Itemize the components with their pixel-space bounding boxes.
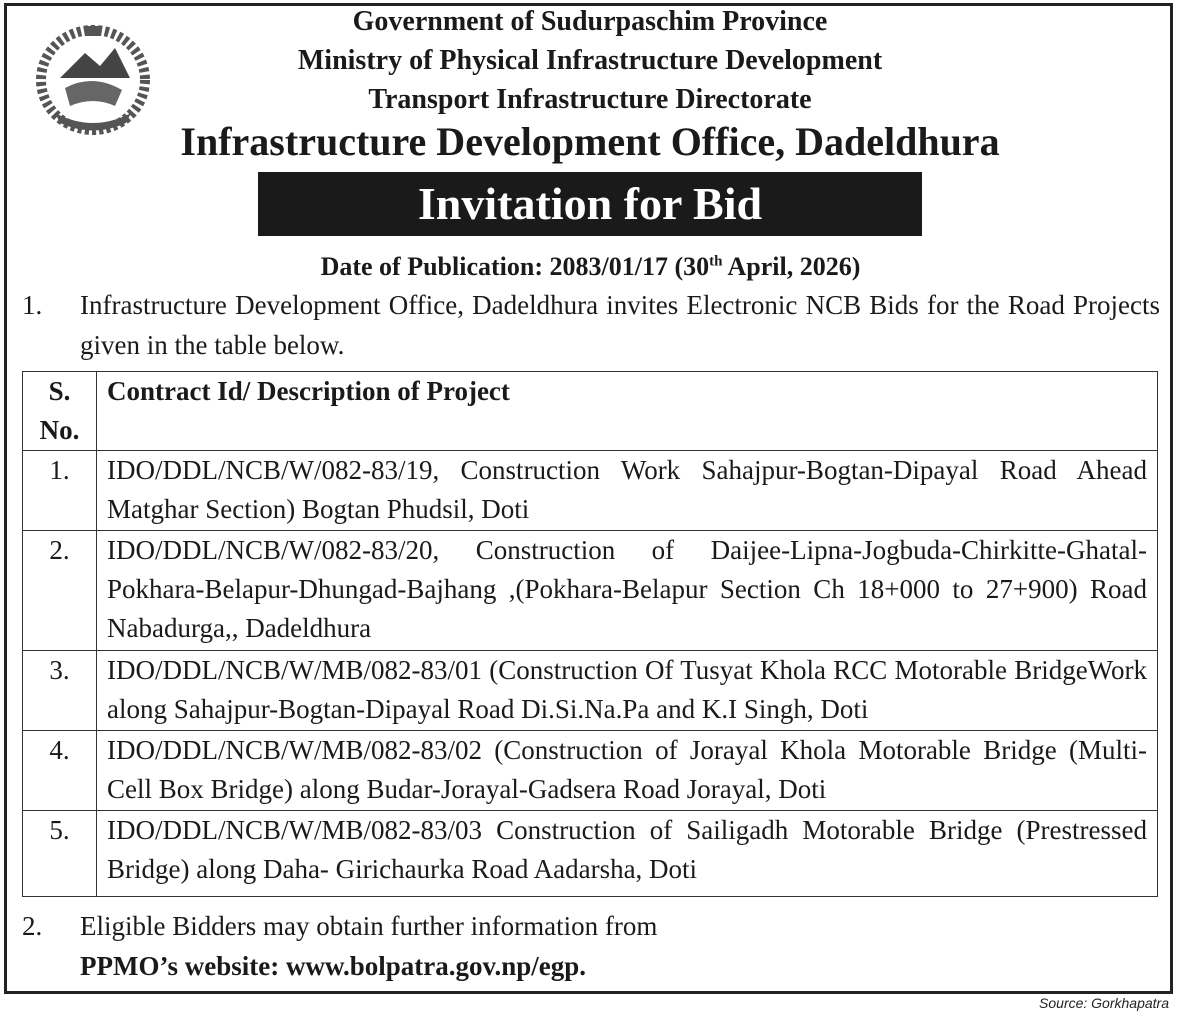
table-row	[23, 731, 1158, 811]
row-sno: 3.	[23, 651, 97, 731]
row-sno: 1.	[23, 451, 97, 531]
table-row	[23, 531, 1158, 651]
projects-table	[22, 371, 1158, 897]
table-row	[23, 651, 1158, 731]
source-credit: Source: Gorkhapatra	[1039, 995, 1169, 1011]
ministry-heading: Ministry of Physical Infrastructure Development	[297, 45, 883, 76]
row-description: IDO/DDL/NCB/W/MB/082-83/02 (Construction of Jorayal Khola Motorable Bridge (Multi-Cell Box Bridge) along Budar-Jorayal-Gadsera Road Jorayal, Doti	[97, 731, 1158, 811]
office-heading: Infrastructure Development Office, Dadeldhura	[180, 119, 1000, 164]
row-sno: 2.	[23, 531, 97, 651]
notice-title: Invitation for Bid	[258, 172, 922, 236]
paragraph-1	[22, 285, 1160, 365]
row-description: IDO/DDL/NCB/W/MB/082-83/03 Construction of Sailigadh Motorable Bridge (Prestressed Bridge) along Daha- Girichaurka Road Aadarsha, Doti	[97, 811, 1158, 897]
table-header-row	[23, 372, 1158, 451]
paragraph-2	[22, 906, 1160, 986]
publication-date: Date of Publication: 2083/01/17 (30th April, 2026)	[320, 252, 861, 281]
row-description: IDO/DDL/NCB/W/MB/082-83/01 (Construction Of Tusyat Khola RCC Motorable BridgeWork along Sahajpur-Bogtan-Dipayal Road Di.Si.Na.Pa and K.I Singh, Doti	[97, 651, 1158, 731]
government-heading: Government of Sudurpaschim Province	[352, 6, 828, 37]
row-description: IDO/DDL/NCB/W/082-83/19, Construction Work Sahajpur-Bogtan-Dipayal Road Ahead Matghar Section) Bogtan Phudsil, Doti	[97, 451, 1158, 531]
paragraph-text: Infrastructure Development Office, Dadeldhura invites Electronic NCB Bids for the Road Projects given in the table below.	[80, 290, 1160, 360]
ppmo-website-link[interactable]: PPMO’s website: www.bolpatra.gov.np/egp.	[80, 951, 586, 981]
column-header-sno: S. No.	[23, 372, 97, 451]
row-sno: 4.	[23, 731, 97, 811]
row-description: IDO/DDL/NCB/W/082-83/20, Construction of Daijee-Lipna-Jogbuda-Chirkitte-Ghatal-Pokhara-Belapur-Dhungad-Bajhang ,(Pokhara-Belapur Section Ch 18+000 to 27+900) Road Nabadurga,, Dadeldhura	[97, 531, 1158, 651]
paragraph-text: Eligible Bidders may obtain further information from	[80, 911, 658, 941]
paragraph-number: 1.	[22, 290, 43, 320]
column-header-description: Contract Id/ Description of Project	[97, 372, 1158, 451]
table-row	[23, 451, 1158, 531]
table-row	[23, 811, 1158, 897]
directorate-heading: Transport Infrastructure Directorate	[368, 84, 812, 115]
row-sno: 5.	[23, 811, 97, 897]
paragraph-number: 2.	[22, 911, 43, 941]
